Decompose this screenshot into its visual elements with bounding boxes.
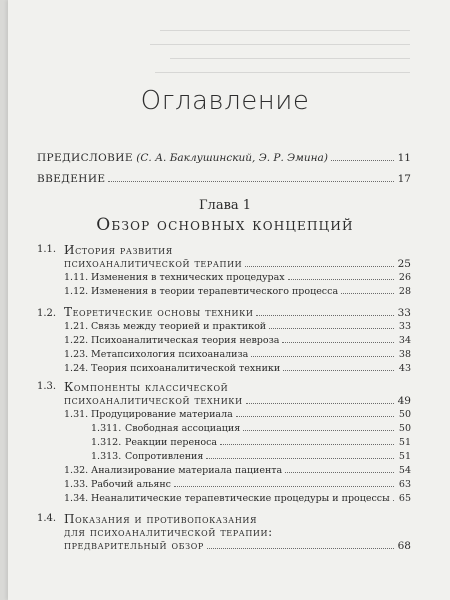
toc-entry-preface[interactable] — [37, 152, 411, 164]
introduction-label: ВВЕДЕНИЕ — [37, 173, 106, 185]
item-label: Изменения в технических процедурах — [91, 272, 285, 283]
bleed-through-text — [140, 0, 440, 90]
item-number: 1.24. — [64, 363, 89, 374]
toc-item[interactable] — [64, 349, 411, 360]
page-number: 68 — [397, 540, 411, 552]
toc-item[interactable] — [64, 465, 411, 476]
leader-dots — [282, 341, 394, 343]
leader-dots — [206, 457, 394, 459]
leader-dots — [246, 402, 394, 404]
leader-dots — [236, 415, 394, 417]
toc-section-1-1-line-2[interactable] — [64, 256, 411, 270]
toc-item[interactable] — [64, 286, 411, 297]
page-number: 33 — [397, 307, 411, 319]
leader-dots — [174, 485, 394, 487]
leader-dots — [288, 278, 394, 280]
page-number: 49 — [397, 395, 411, 407]
toc-item[interactable] — [64, 363, 411, 374]
item-number: 1.311. — [91, 423, 122, 434]
section-title-line: Показания и противопоказания — [64, 512, 258, 526]
toc-section-1-2[interactable] — [37, 305, 411, 319]
item-label: Связь между теорией и практикой — [91, 321, 267, 332]
item-number: 1.32. — [64, 465, 89, 476]
item-number: 1.31. — [64, 409, 89, 420]
page-number: 54 — [398, 465, 411, 476]
section-number: 1.4. — [37, 513, 57, 524]
item-number: 1.313. — [91, 451, 122, 462]
leader-dots — [285, 471, 394, 473]
toc-item[interactable] — [91, 451, 411, 462]
page-number: 11 — [397, 152, 411, 164]
chapter-label: Глава 1 — [198, 198, 252, 213]
toc-item[interactable] — [64, 335, 411, 346]
item-label: Анализирование материала пациента — [91, 465, 283, 476]
item-number: 1.22. — [64, 335, 89, 346]
section-title-line: психоаналитической техники — [64, 393, 243, 407]
leader-dots — [220, 443, 394, 445]
section-title-line: Теоретические основы техники — [64, 305, 254, 319]
page-number: 43 — [398, 363, 411, 374]
item-label: Реакции переноса — [125, 437, 218, 448]
toc-item[interactable] — [64, 493, 411, 504]
page-number: 25 — [397, 258, 411, 270]
item-label: Изменения в теории терапевтического процесса — [91, 286, 339, 297]
item-number: 1.34. — [64, 493, 89, 504]
page-number: 50 — [398, 409, 411, 420]
page-number: 38 — [398, 349, 411, 360]
leader-dots — [393, 499, 394, 501]
preface-label: ПРЕДИСЛОВИЕ — [37, 152, 133, 164]
leader-dots — [331, 159, 394, 161]
page-number: 26 — [398, 272, 411, 283]
toc-item[interactable] — [64, 272, 411, 283]
leader-dots — [207, 547, 394, 549]
toc-section-1-3-line-2[interactable] — [64, 393, 411, 407]
section-title-line: Компоненты классической — [64, 380, 229, 394]
page-number: 34 — [398, 335, 411, 346]
item-label: Сопротивления — [125, 451, 204, 462]
item-number: 1.23. — [64, 349, 89, 360]
item-label: Метапсихология психоанализа — [91, 349, 249, 360]
section-title-line: психоаналитической терапии — [64, 256, 243, 270]
leader-dots — [256, 314, 394, 316]
page-number: 65 — [398, 493, 411, 504]
preface-authors: (С. А. Баклушинский, Э. Р. Эмина) — [132, 152, 328, 164]
toc-entry-introduction[interactable] — [37, 173, 411, 185]
item-label: Теория психоаналитической техники — [91, 363, 281, 374]
toc-section-1-3[interactable] — [37, 380, 411, 394]
item-number: 1.11. — [64, 272, 89, 283]
section-title-line: предварительный обзор — [64, 538, 204, 552]
toc-item[interactable] — [64, 321, 411, 332]
toc-item[interactable] — [91, 437, 411, 448]
leader-dots — [269, 327, 394, 329]
toc-section-1-4-line-2 — [37, 525, 411, 539]
section-number: 1.1. — [37, 244, 57, 255]
page-number: 63 — [398, 479, 411, 490]
leader-dots — [251, 355, 394, 357]
item-label: Рабочий альянс — [91, 479, 171, 490]
page-number: 33 — [398, 321, 411, 332]
toc-section-1-4-line-3[interactable] — [64, 538, 411, 552]
toc-section-1-4[interactable] — [37, 512, 411, 526]
item-number: 1.21. — [64, 321, 89, 332]
page-number: 50 — [398, 423, 411, 434]
leader-dots — [245, 265, 394, 267]
leader-dots — [243, 429, 394, 431]
item-label: Продуцирование материала — [91, 409, 233, 420]
toc-item[interactable] — [64, 409, 411, 420]
section-title-line: для психоаналитической терапии: — [64, 525, 273, 539]
item-label: Свободная ассоциация — [125, 423, 241, 434]
section-number: 1.3. — [37, 381, 57, 392]
chapter-title: Обзор основных концепций — [96, 215, 354, 235]
toc-item[interactable] — [64, 479, 411, 490]
leader-dots — [283, 369, 394, 371]
leader-dots — [341, 292, 394, 294]
item-number: 1.33. — [64, 479, 89, 490]
leader-dots — [108, 180, 394, 182]
toc-item[interactable] — [91, 423, 411, 434]
item-number: 1.12. — [64, 286, 89, 297]
item-label: Психоаналитическая теория невроза — [91, 335, 280, 346]
section-title-line: История развития — [64, 243, 173, 257]
page-number: 51 — [398, 451, 411, 462]
page-number: 51 — [398, 437, 411, 448]
item-number: 1.312. — [91, 437, 122, 448]
page-title: Оглавление — [140, 86, 310, 116]
item-label: Неаналитические терапевтические процедуры и процессы — [91, 493, 390, 504]
page-number: 17 — [397, 173, 411, 185]
section-number: 1.2. — [37, 308, 57, 319]
page-number: 28 — [398, 286, 411, 297]
